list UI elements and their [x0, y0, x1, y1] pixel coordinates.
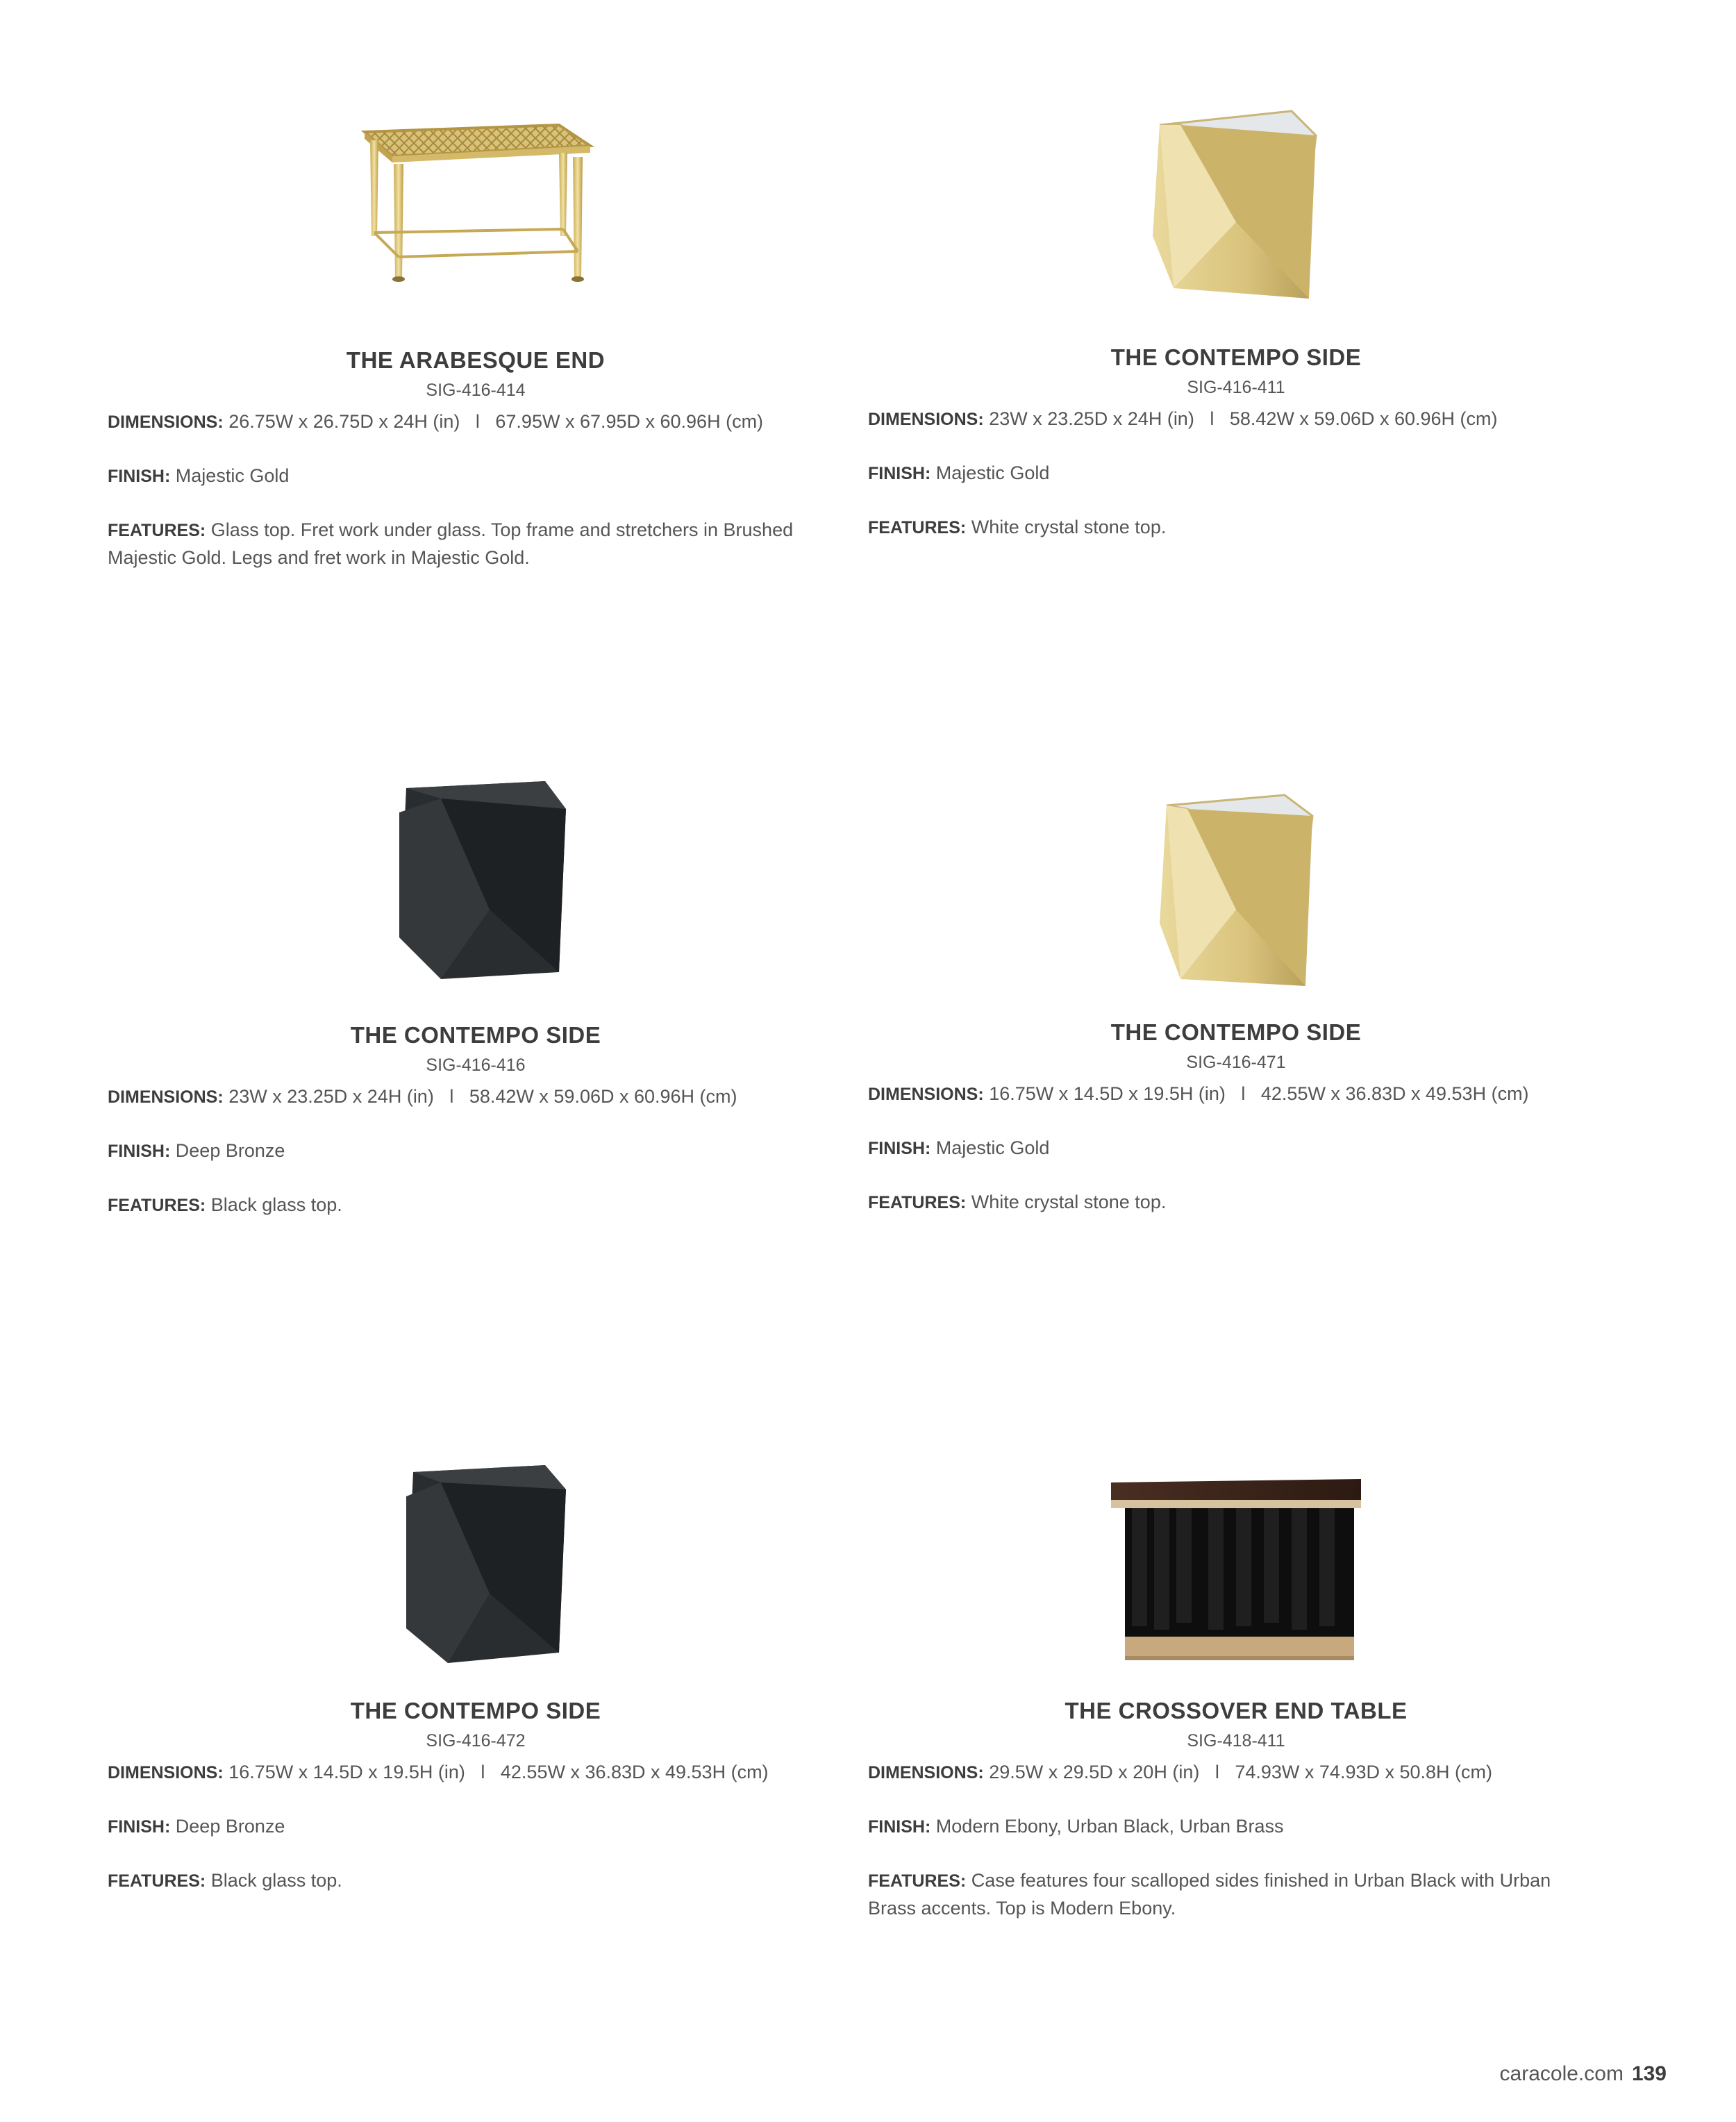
features-label: FEATURES: — [868, 518, 967, 537]
features-line — [868, 514, 1604, 542]
features-line — [868, 1189, 1604, 1217]
product-image-ebony-end-table — [1104, 1469, 1368, 1670]
dimensions-cm: 42.55W x 36.83D x 49.53H (cm) — [1260, 1083, 1529, 1104]
dimensions-line — [108, 1759, 844, 1787]
finish-value: Majestic Gold — [175, 465, 290, 486]
finish-value: Modern Ebony, Urban Black, Urban Brass — [935, 1816, 1284, 1837]
finish-line — [108, 1813, 844, 1841]
features-line — [108, 1192, 844, 1219]
finish-label: FINISH: — [108, 1817, 171, 1837]
page-footer — [1500, 2062, 1667, 2086]
dimensions-inches: 16.75W x 14.5D x 19.5H (in) — [989, 1083, 1226, 1104]
finish-label: FINISH: — [868, 1817, 931, 1837]
product-name: THE CROSSOVER END TABLE — [1065, 1698, 1408, 1723]
finish-line — [868, 460, 1604, 487]
finish-line — [868, 1813, 1604, 1841]
product-image-gold-faceted-table-small — [1146, 785, 1326, 1000]
product-image-black-faceted-table — [372, 771, 580, 993]
dimensions-separator: l — [1241, 1083, 1246, 1104]
features-line — [108, 1867, 844, 1895]
dimensions-inches: 26.75W x 26.75D x 24H (in) — [228, 411, 460, 432]
product-sku: SIG-416-472 — [426, 1731, 526, 1751]
product-sku: SIG-416-471 — [1186, 1053, 1286, 1072]
product-name: THE CONTEMPO SIDE — [350, 1698, 601, 1723]
finish-label: FINISH: — [868, 1139, 931, 1158]
dimensions-separator: l — [1210, 408, 1215, 429]
dimensions-inches: 16.75W x 14.5D x 19.5H (in) — [228, 1762, 465, 1782]
dimensions-line — [868, 1759, 1604, 1787]
finish-line — [108, 1137, 844, 1165]
dimensions-label: DIMENSIONS: — [108, 412, 224, 432]
features-value: Case features four scalloped sides finished in Urban Black with Urban Brass accents. Top is Modern Ebony. — [868, 1870, 1551, 1919]
finish-value: Majestic Gold — [935, 1137, 1050, 1158]
dimensions-line — [108, 408, 844, 436]
features-label: FEATURES: — [108, 521, 206, 540]
dimensions-separator: l — [449, 1086, 454, 1107]
finish-label: FINISH: — [108, 1142, 171, 1161]
features-value: White crystal stone top. — [971, 517, 1167, 537]
features-line — [108, 517, 802, 571]
features-label: FEATURES: — [108, 1871, 206, 1891]
finish-value: Deep Bronze — [175, 1816, 285, 1837]
dimensions-inches: 23W x 23.25D x 24H (in) — [989, 408, 1194, 429]
finish-label: FINISH: — [108, 467, 171, 486]
product-image-gold-faceted-table — [1132, 97, 1340, 319]
dimensions-label: DIMENSIONS: — [868, 1763, 984, 1782]
page-number: 139 — [1631, 2062, 1667, 2085]
dimensions-cm: 74.93W x 74.93D x 50.8H (cm) — [1235, 1762, 1493, 1782]
features-value: White crystal stone top. — [971, 1192, 1167, 1212]
dimensions-label: DIMENSIONS: — [108, 1087, 224, 1107]
features-value: Black glass top. — [210, 1194, 342, 1215]
features-label: FEATURES: — [868, 1193, 967, 1212]
dimensions-line — [868, 406, 1604, 433]
dimensions-cm: 67.95W x 67.95D x 60.96H (cm) — [495, 411, 764, 432]
features-line — [868, 1867, 1562, 1922]
features-value: Black glass top. — [210, 1870, 342, 1891]
product-name: THE CONTEMPO SIDE — [1110, 344, 1362, 370]
dimensions-inches: 29.5W x 29.5D x 20H (in) — [989, 1762, 1200, 1782]
features-label: FEATURES: — [108, 1196, 206, 1215]
product-sku: SIG-416-411 — [1187, 378, 1285, 397]
finish-value: Deep Bronze — [175, 1140, 285, 1161]
dimensions-label: DIMENSIONS: — [868, 410, 984, 429]
finish-value: Majestic Gold — [935, 462, 1050, 483]
dimensions-cm: 58.42W x 59.06D x 60.96H (cm) — [1229, 408, 1498, 429]
dimensions-cm: 58.42W x 59.06D x 60.96H (cm) — [469, 1086, 737, 1107]
finish-line — [108, 462, 844, 490]
dimensions-separator: l — [481, 1762, 485, 1782]
features-value: Glass top. Fret work under glass. Top frame and stretchers in Brushed Majestic Gold. Legs and fret work in Majestic Gold. — [108, 519, 794, 568]
product-name: THE CONTEMPO SIDE — [350, 1022, 601, 1048]
product-image-gold-end-table — [351, 104, 601, 312]
product-name: THE CONTEMPO SIDE — [1110, 1019, 1362, 1045]
dimensions-cm: 42.55W x 36.83D x 49.53H (cm) — [500, 1762, 769, 1782]
site-link[interactable]: caracole.com — [1499, 2062, 1624, 2085]
finish-label: FINISH: — [868, 464, 931, 483]
product-image-black-faceted-table-small — [385, 1455, 566, 1670]
product-sku: SIG-416-416 — [426, 1055, 526, 1075]
dimensions-line — [868, 1080, 1604, 1108]
dimensions-separator: l — [475, 411, 480, 432]
dimensions-label: DIMENSIONS: — [108, 1763, 224, 1782]
features-label: FEATURES: — [868, 1871, 967, 1891]
dimensions-line — [108, 1083, 844, 1111]
product-name: THE ARABESQUE END — [346, 347, 606, 373]
finish-line — [868, 1135, 1604, 1162]
dimensions-label: DIMENSIONS: — [868, 1085, 984, 1104]
product-sku: SIG-418-411 — [1187, 1731, 1285, 1751]
dimensions-separator: l — [1215, 1762, 1219, 1782]
dimensions-inches: 23W x 23.25D x 24H (in) — [228, 1086, 434, 1107]
product-sku: SIG-416-414 — [426, 381, 526, 400]
